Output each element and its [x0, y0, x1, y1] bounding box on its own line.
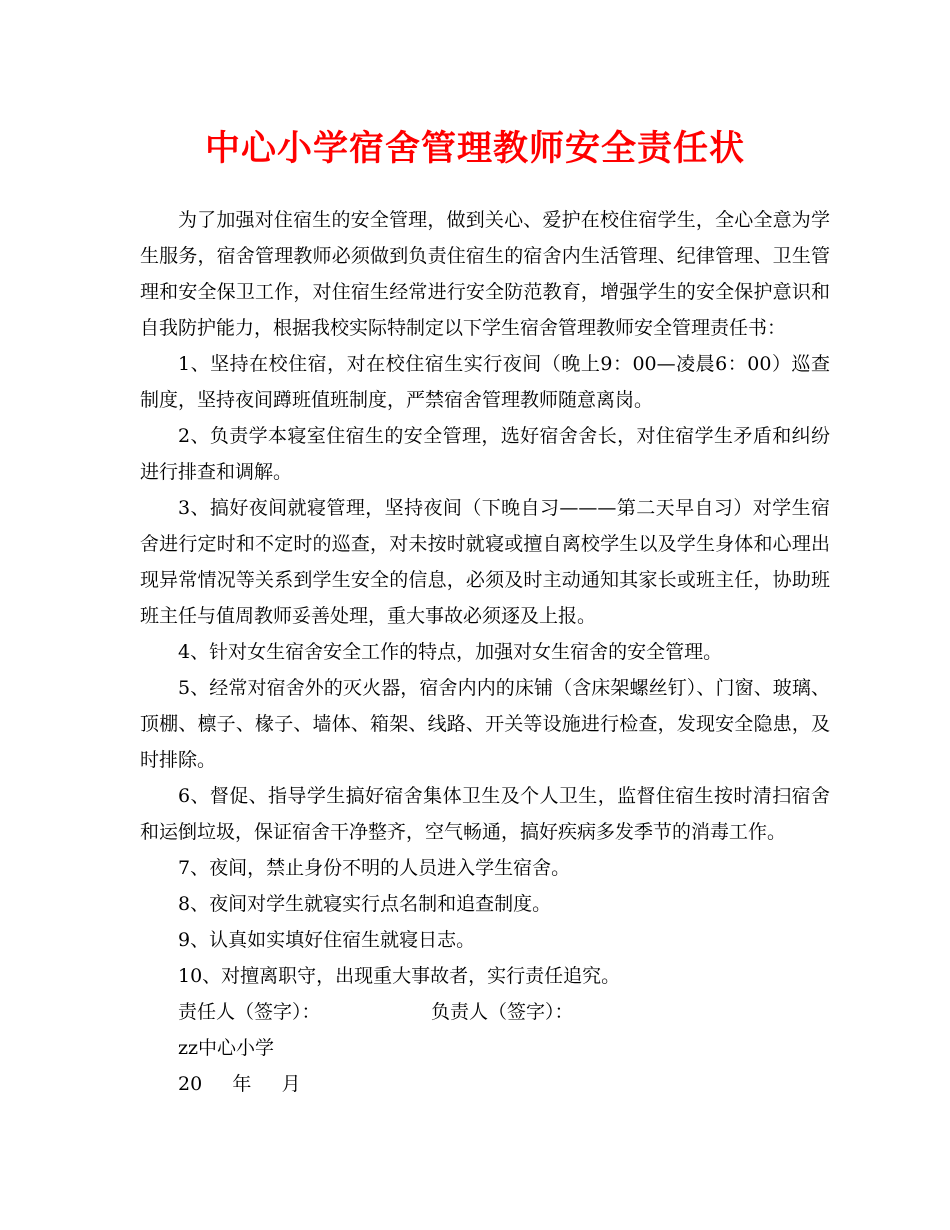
- item-4: 4、针对女生宿舍安全工作的特点，加强对女生宿舍的安全管理。: [178, 641, 723, 663]
- item-3: 3、搞好夜间就寝管理，坚持夜间（下晚自习———第二天早自习）对学生宿舍进行定时和不定时的巡查，对未按时就寝或擅自离校学生以及学生身体和心理出现异常情况等关系到学生安全的信息，必须及时主动通知其家长或班主任，协助班班主任与值周教师妥善处理，重大事故必须逐及上报。: [140, 497, 830, 627]
- intro-paragraph: 为了加强对住宿生的安全管理，做到关心、爱护在校住宿学生，全心全意为学生服务，宿舍管理教师必须做到负责住宿生的宿舍内生活管理、纪律管理、卫生管理和安全保卫工作，对住宿生经常进行安全防范教育，增强学生的安全保护意识和自我防护能力，根据我校实际特制定以下学生宿舍管理教师安全管理责任书：: [140, 209, 830, 339]
- signature-line: [140, 994, 830, 1030]
- document-title: 中心小学宿舍管理教师安全责任状: [204, 128, 745, 169]
- item-9: 9、认真如实填好住宿生就寝日志。: [178, 929, 476, 951]
- item-6: 6、督促、指导学生搞好宿舍集体卫生及个人卫生，监督住宿生按时清扫宿舍和运倒垃圾，保证宿舍干净整齐，空气畅通，搞好疾病多发季节的消毒工作。: [140, 785, 830, 843]
- school-name: zz中心小学: [178, 1037, 275, 1059]
- item-10: 10、对擅离职守，出现重大事故者，实行责任追究。: [178, 965, 621, 987]
- item-5: 5、经常对宿舍外的灭火器，宿舍内内的床铺（含床架螺丝钉）、门窗、玻璃、顶棚、檩子、椽子、墙体、箱架、线路、开关等设施进行检查，发现安全隐患，及时排除。: [140, 677, 830, 771]
- responsible-person-signature: 责任人（签字）：: [178, 1001, 321, 1023]
- item-8: 8、夜间对学生就寝实行点名制和追查制度。: [178, 893, 552, 915]
- person-in-charge-signature: 负责人（签字）：: [431, 1001, 574, 1023]
- item-2: 2、负责学本寝室住宿生的安全管理，选好宿舍舍长，对住宿学生矛盾和纠纷进行排查和调解。: [140, 425, 830, 483]
- date-line: 20 年 月: [178, 1073, 301, 1095]
- item-7: 7、夜间，禁止身份不明的人员进入学生宿舍。: [178, 857, 571, 879]
- item-1: 1、坚持在校住宿，对在校住宿生实行夜间（晚上9：00—凌晨6：00）巡查制度，坚持夜间蹲班值班制度，严禁宿舍管理教师随意离岗。: [140, 353, 830, 411]
- document-body: [140, 202, 830, 1102]
